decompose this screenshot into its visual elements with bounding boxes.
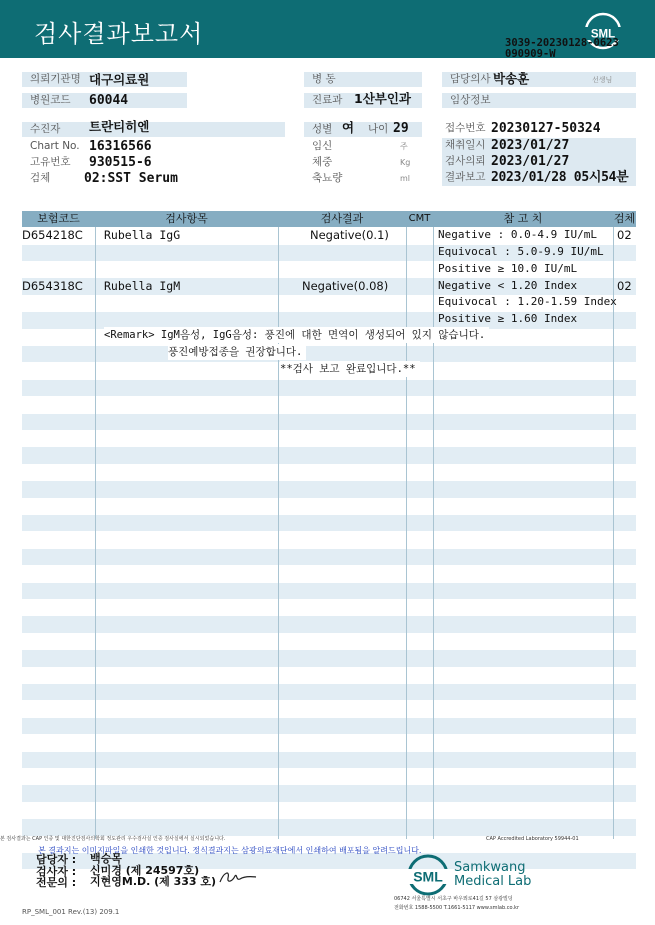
- table-row-band: [22, 414, 636, 431]
- column-divider: [95, 211, 96, 839]
- table-row-band: [22, 819, 636, 836]
- row2-ref-3: Positive ≥ 1.60 Index: [438, 312, 578, 325]
- sml-logo-text: SML: [590, 28, 616, 41]
- form-code: RP_SML_001 Rev.(13) 209.1: [22, 908, 120, 916]
- tester-label: 검사자 :: [36, 865, 77, 878]
- image-print-notice: 본 결과지는 이미지파일을 인쇄한 것입니다. 정식결과지는 삼광의료재단에서 인쇄하여 배포됨을 알려드립니다.: [38, 846, 422, 855]
- table-header: [22, 211, 636, 227]
- remark-line2: 풍진예방접종을 권장합니다.: [168, 344, 306, 360]
- report-id-line2: 090909-W: [505, 48, 556, 60]
- hospital-code-value: 60044: [89, 93, 129, 108]
- company-phone: 전화번호 1588-5500 T.1661-5117 www.smlab.co.kr: [394, 905, 519, 911]
- doctor-value: 박송훈: [493, 71, 530, 86]
- table-row-band: [22, 583, 636, 600]
- report-title: 검사결과보고서: [34, 20, 204, 48]
- urine-unit: ml: [400, 174, 411, 183]
- table-row-band: [22, 346, 636, 363]
- report-label: 결과보고: [445, 171, 486, 183]
- row1-item: Rubella IgG: [104, 228, 181, 242]
- header-test-item: 검사항목: [165, 212, 208, 225]
- result-table: [22, 211, 636, 839]
- table-row-band: [22, 447, 636, 464]
- table-row-band: [22, 481, 636, 498]
- manager-label: 담당자 :: [36, 853, 77, 866]
- table-row-band: [22, 549, 636, 566]
- report-id-line1: 3039-20230128-0623: [505, 37, 619, 49]
- row1-code: D654218C: [22, 228, 83, 242]
- sml-footer-logo-icon: [406, 853, 450, 897]
- column-divider: [406, 211, 407, 839]
- column-divider: [278, 211, 279, 839]
- table-row-band: [22, 785, 636, 802]
- hospital-label: 의뢰기관명: [22, 72, 187, 87]
- dept-value: 1산부인과: [354, 91, 411, 106]
- table-row-band: [22, 684, 636, 701]
- report-value: 2023/01/28 05시54분: [491, 170, 629, 185]
- collect-value: 2023/01/27: [491, 138, 570, 153]
- sex-value: 여: [342, 120, 355, 135]
- weight-unit: Kg: [400, 158, 411, 167]
- row2-code: D654318C: [22, 279, 83, 293]
- sml-footer-logo-text: SML: [413, 868, 443, 885]
- patient-value: 트란티히엔: [89, 119, 150, 134]
- cap-note: CAP Accredited Laboratory 59944-01: [486, 836, 579, 842]
- row1-ref-3: Positive ≥ 10.0 IU/mL: [438, 262, 578, 275]
- chart-value: 16316566: [89, 139, 152, 154]
- age-value: 29: [393, 121, 409, 136]
- row2-item: Rubella IgM: [104, 279, 181, 293]
- signature-mark: [218, 868, 258, 886]
- pregnancy-unit: 주: [400, 142, 408, 151]
- table-row-band: [22, 380, 636, 397]
- tester-value: 신미경 (제 24597호): [90, 864, 200, 877]
- doctor-suffix: 선생님: [592, 76, 613, 84]
- header-reference: 참 고 치: [503, 212, 543, 225]
- row2-ref-2: Equivocal : 1.20-1.59 Index: [438, 295, 617, 308]
- specialist-label: 전문의 :: [36, 876, 77, 889]
- ward-label: 병 동: [304, 72, 422, 87]
- table-row-band: [22, 718, 636, 735]
- specimen-label: 검체: [30, 172, 51, 184]
- manager-value: 백승목: [90, 852, 122, 865]
- clinical-label: 임상정보: [442, 93, 636, 108]
- chart-label: Chart No.: [30, 140, 80, 152]
- request-label: 검사의뢰: [445, 155, 486, 167]
- urine-label: 축뇨량: [312, 172, 343, 184]
- report-complete: **검사 보고 완료입니다.**: [280, 361, 420, 377]
- collect-label: 채취일시: [445, 139, 486, 151]
- column-divider: [433, 211, 434, 839]
- report-id: [505, 38, 619, 60]
- doctor-label: 담당의사: [442, 72, 636, 87]
- company-name-line2: Medical Lab: [454, 874, 532, 889]
- header-cmt: CMT: [408, 213, 431, 224]
- company-address: 06742 서울특별시 서초구 바우뫼로41길 57 삼광빌딩: [394, 896, 513, 902]
- hospital-value: 대구의료원: [89, 72, 150, 87]
- company-name-line1: Samkwang: [454, 860, 526, 875]
- row1-ref-2: Equivocal : 5.0-9.9 IU/mL: [438, 245, 604, 258]
- table-row-band: [22, 752, 636, 769]
- row1-result: Negative(0.1): [310, 228, 389, 242]
- table-row-band: [22, 616, 636, 633]
- receipt-label: 접수번호: [445, 122, 486, 134]
- id-value: 930515-6: [89, 155, 152, 170]
- header-insurance-code: 보험코드: [37, 212, 80, 225]
- age-label: 나이: [368, 123, 389, 135]
- header-result: 검사결과: [320, 212, 364, 225]
- receipt-value: 20230127-50324: [491, 121, 601, 136]
- row1-specimen: 02: [617, 228, 632, 242]
- weight-label: 체중: [312, 156, 333, 168]
- row2-specimen: 02: [617, 279, 632, 293]
- table-row-band: [22, 650, 636, 667]
- specialist-value: 지현영M.D. (제 333 호): [90, 875, 217, 888]
- sex-label: 성별: [304, 122, 422, 137]
- accreditation-note: 본 검사결과는 CAP 인증 및 대한진단검사의학회 정도관리 우수검사실 인증 검사실에서 실시되었습니다.: [0, 836, 226, 842]
- row2-ref-1: Negative < 1.20 Index: [438, 279, 578, 292]
- dept-label: 진료과: [304, 93, 422, 108]
- table-row-band: [22, 515, 636, 532]
- header-specimen: 검체: [613, 212, 636, 225]
- row2-result: Negative(0.08): [302, 279, 389, 293]
- pregnancy-label: 임신: [312, 140, 333, 152]
- specimen-value: 02:SST Serum: [84, 171, 178, 186]
- row1-ref-1: Negative : 0.0-4.9 IU/mL: [438, 228, 597, 241]
- patient-label: 수진자: [22, 122, 285, 137]
- remark-line1: <Remark> IgM음성, IgG음성: 풍진에 대한 면역이 생성되어 있지 않습니다.: [104, 327, 489, 343]
- hospital-code-label: 병원코드: [22, 93, 187, 108]
- request-value: 2023/01/27: [491, 154, 570, 169]
- id-label: 고유번호: [30, 156, 71, 168]
